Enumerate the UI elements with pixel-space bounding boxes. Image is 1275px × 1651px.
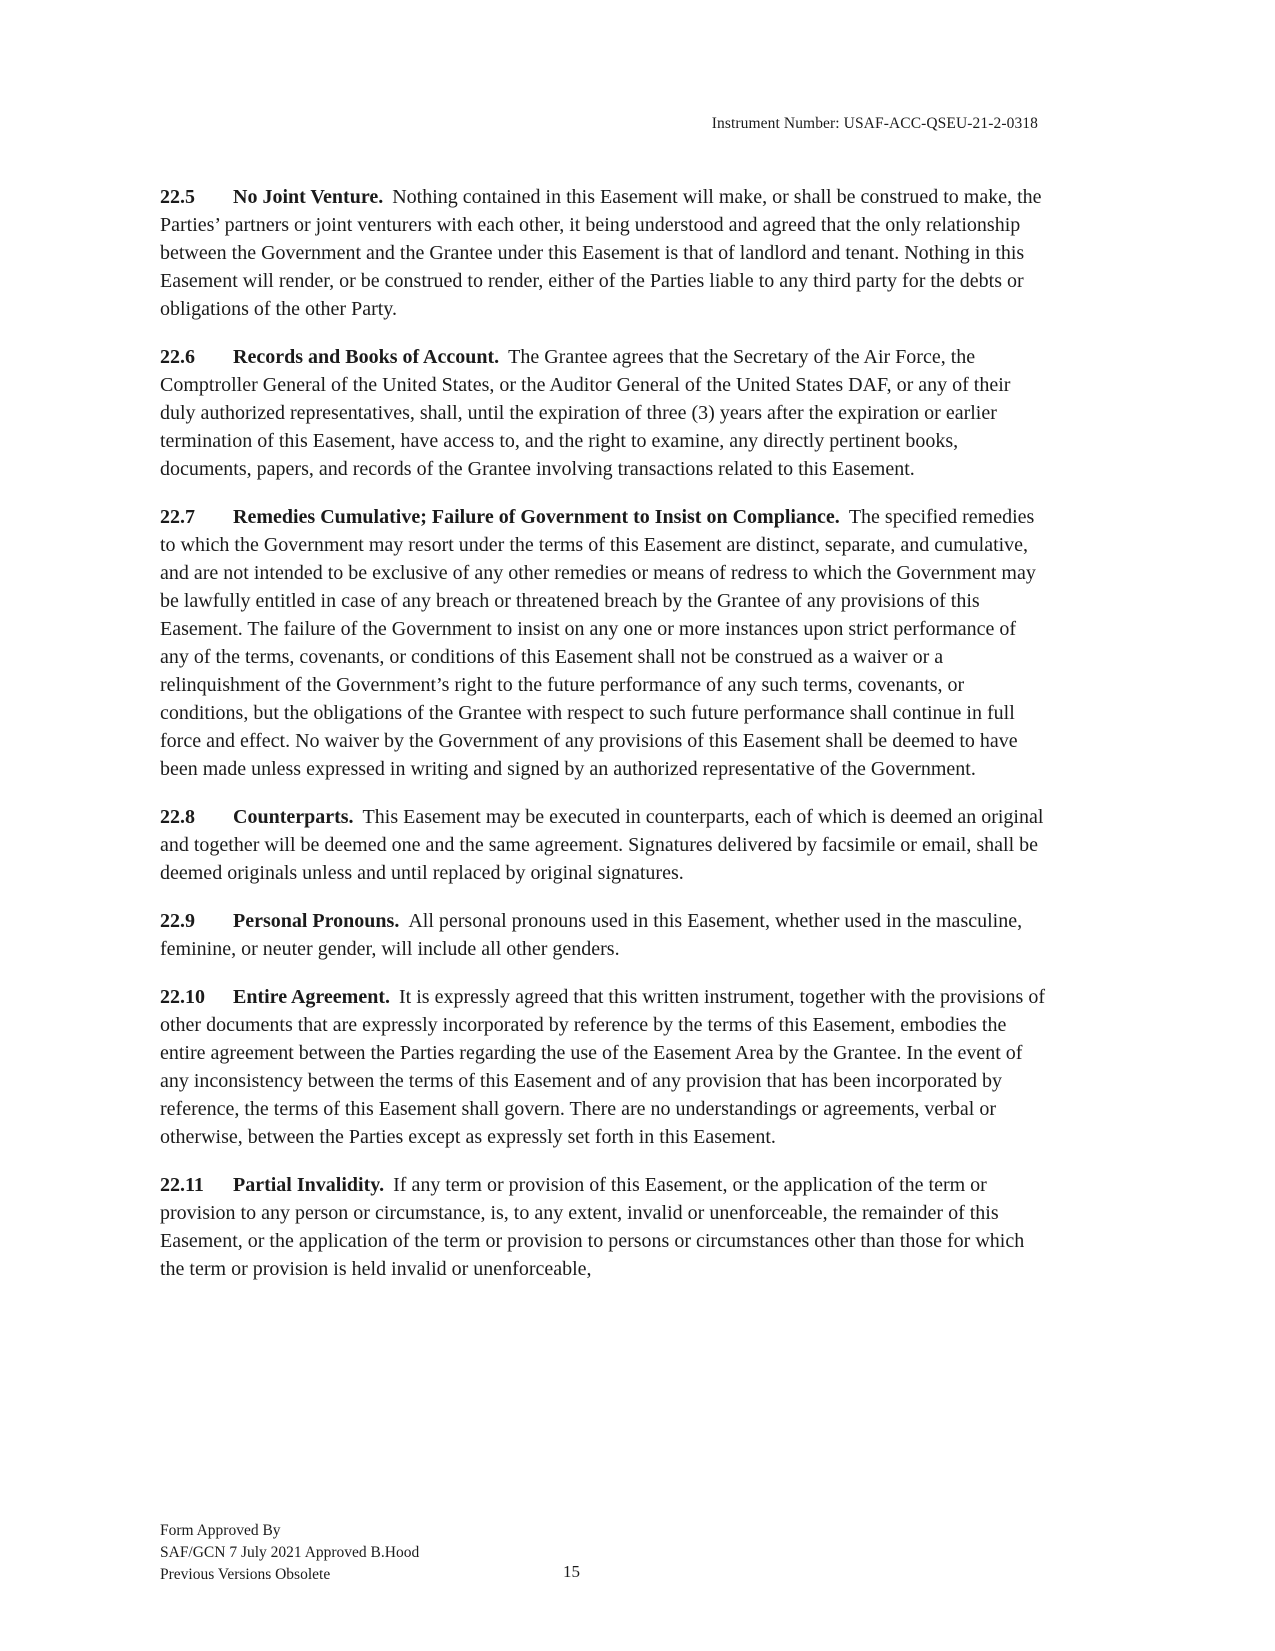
page-number: 15: [563, 1562, 580, 1581]
document-body: [160, 183, 1048, 1303]
section-22-7: [160, 503, 1048, 783]
instrument-number: Instrument Number: USAF-ACC-QSEU-21-2-0318: [711, 115, 1038, 132]
section-body: If any term or provision of this Easement, or the application of the term or provision to any person or circumstance, is, to any extent, invalid or unenforceable, the remainder of this Easement, or the application of the term or provision to persons or circumstances other than those for which the term or provision is held invalid or unenforceable,: [160, 1174, 1025, 1280]
section-title: Counterparts.: [233, 806, 354, 828]
section-number: 22.5: [160, 186, 195, 208]
section-number: 22.9: [160, 910, 195, 932]
section-title: Partial Invalidity.: [233, 1174, 385, 1196]
section-body: The specified remedies to which the Government may resort under the terms of this Easement are distinct, separate, and cumulative, and are not intended to be exclusive of any other remedies or means of redress to which the Government may be lawfully entitled in case of any breach or threatened breach by the Grantee of any provisions of this Easement. The failure of the Government to insist on any one or more instances upon strict performance of any of the terms, covenants, or conditions of this Easement shall not be construed as a waiver or a relinquishment of the Government’s right to the future performance of any such terms, covenants, or conditions, but the obligations of the Grantee with respect to such future performance shall continue in full force and effect. No waiver by the Government of any provisions of this Easement shall be deemed to have been made unless expressed in writing and signed by an authorized representative of the Government.: [160, 506, 1036, 780]
form-approval-footer: [160, 1520, 419, 1586]
section-body: This Easement may be executed in counterparts, each of which is deemed an original and together will be deemed one and the same agreement. Signatures delivered by facsimile or email, shall be deemed originals unless and until replaced by original signatures.: [160, 806, 1044, 884]
section-number: 22.11: [160, 1174, 204, 1196]
section-number: 22.10: [160, 986, 205, 1008]
section-22-5: [160, 183, 1048, 323]
section-body: It is expressly agreed that this written instrument, together with the provisions of other documents that are expressly incorporated by reference by the terms of this Easement, embodies the entire agreement between the Parties regarding the use of the Easement Area by the Grantee. In the event of any inconsistency between the terms of this Easement and of any provision that has been incorporated by reference, the terms of this Easement shall govern. There are no understandings or agreements, verbal or otherwise, between the Parties except as expressly set forth in this Easement.: [160, 986, 1046, 1148]
section-title: Remedies Cumulative; Failure of Government to Insist on Compliance.: [233, 506, 840, 528]
section-title: Records and Books of Account.: [233, 346, 500, 368]
footer-line-previous-versions: Previous Versions Obsolete: [160, 1566, 331, 1583]
section-body: The Grantee agrees that the Secretary of the Air Force, the Comptroller General of the United States, or the Auditor General of the United States DAF, or any of their duly authorized representatives, shall, until the expiration of three (3) years after the expiration or earlier termination of this Easement, have access to, and the right to examine, any directly pertinent books, documents, papers, and records of the Grantee involving transactions related to this Easement.: [160, 346, 1011, 480]
section-body: All personal pronouns used in this Easement, whether used in the masculine, feminine, or neuter gender, will include all other genders.: [160, 910, 1023, 960]
section-22-8: [160, 803, 1048, 887]
section-22-10: [160, 983, 1048, 1151]
section-number: 22.8: [160, 806, 195, 828]
section-22-11: [160, 1171, 1048, 1283]
section-number: 22.7: [160, 506, 195, 528]
footer-line-approval-details: SAF/GCN 7 July 2021 Approved B.Hood: [160, 1544, 420, 1561]
section-22-6: [160, 343, 1048, 483]
section-22-9: [160, 907, 1048, 963]
section-body: Nothing contained in this Easement will make, or shall be construed to make, the Parties’ partners or joint venturers with each other, it being understood and agreed that the only relationship between the Government and the Grantee under this Easement is that of landlord and tenant. Nothing in this Easement will render, or be construed to render, either of the Parties liable to any third party for the debts or obligations of the other Party.: [160, 186, 1042, 320]
footer-line-form-approved: Form Approved By: [160, 1522, 281, 1539]
section-title: Personal Pronouns.: [233, 910, 400, 932]
section-number: 22.6: [160, 346, 195, 368]
section-title: No Joint Venture.: [233, 186, 384, 208]
section-title: Entire Agreement.: [233, 986, 391, 1008]
